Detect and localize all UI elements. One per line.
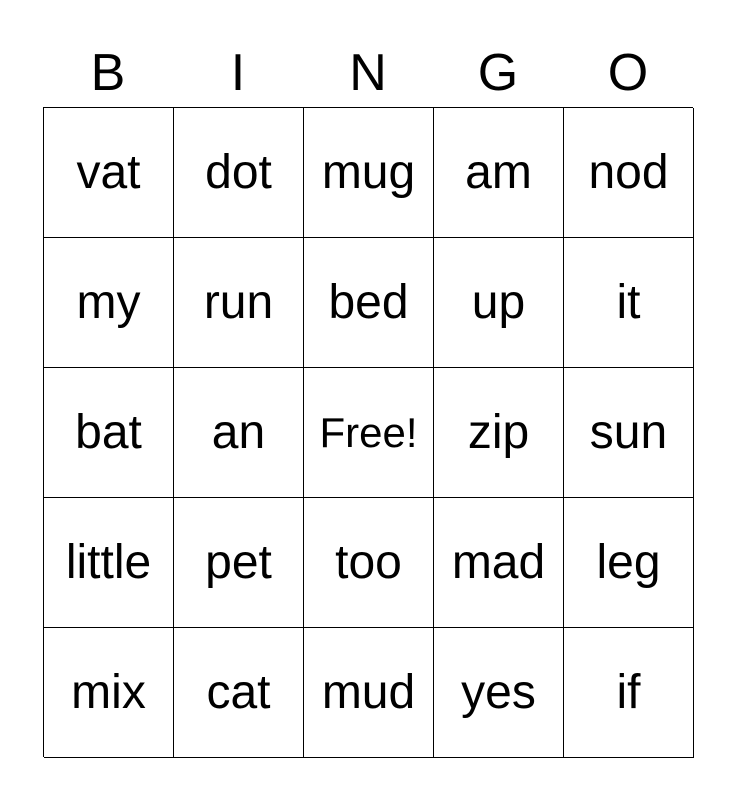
bingo-card-grid xyxy=(43,107,693,757)
header-letter-b: B xyxy=(90,44,126,102)
bingo-cell: dot xyxy=(174,108,304,238)
bingo-cell: mud xyxy=(304,628,434,758)
header-letter-i: I xyxy=(230,44,246,102)
bingo-header xyxy=(43,40,693,106)
bingo-cell: little xyxy=(44,498,174,628)
header-letter-n: N xyxy=(349,44,387,102)
bingo-cell: bed xyxy=(304,238,434,368)
bingo-cell: up xyxy=(434,238,564,368)
bingo-cell: bat xyxy=(44,368,174,498)
bingo-cell: mad xyxy=(434,498,564,628)
bingo-cell: cat xyxy=(174,628,304,758)
bingo-cell: am xyxy=(434,108,564,238)
bingo-cell: an xyxy=(174,368,304,498)
bingo-cell: if xyxy=(564,628,694,758)
bingo-cell: my xyxy=(44,238,174,368)
free-space-cell: Free! xyxy=(304,368,434,498)
bingo-cell: sun xyxy=(564,368,694,498)
bingo-cell: run xyxy=(174,238,304,368)
header-letter-g: G xyxy=(477,44,519,102)
bingo-cell: leg xyxy=(564,498,694,628)
bingo-cell: mug xyxy=(304,108,434,238)
bingo-cell: too xyxy=(304,498,434,628)
bingo-cell: pet xyxy=(174,498,304,628)
bingo-cell: zip xyxy=(434,368,564,498)
bingo-cell: vat xyxy=(44,108,174,238)
bingo-cell: nod xyxy=(564,108,694,238)
bingo-cell: mix xyxy=(44,628,174,758)
header-letter-o: O xyxy=(607,44,649,102)
bingo-cell: it xyxy=(564,238,694,368)
bingo-cell: yes xyxy=(434,628,564,758)
